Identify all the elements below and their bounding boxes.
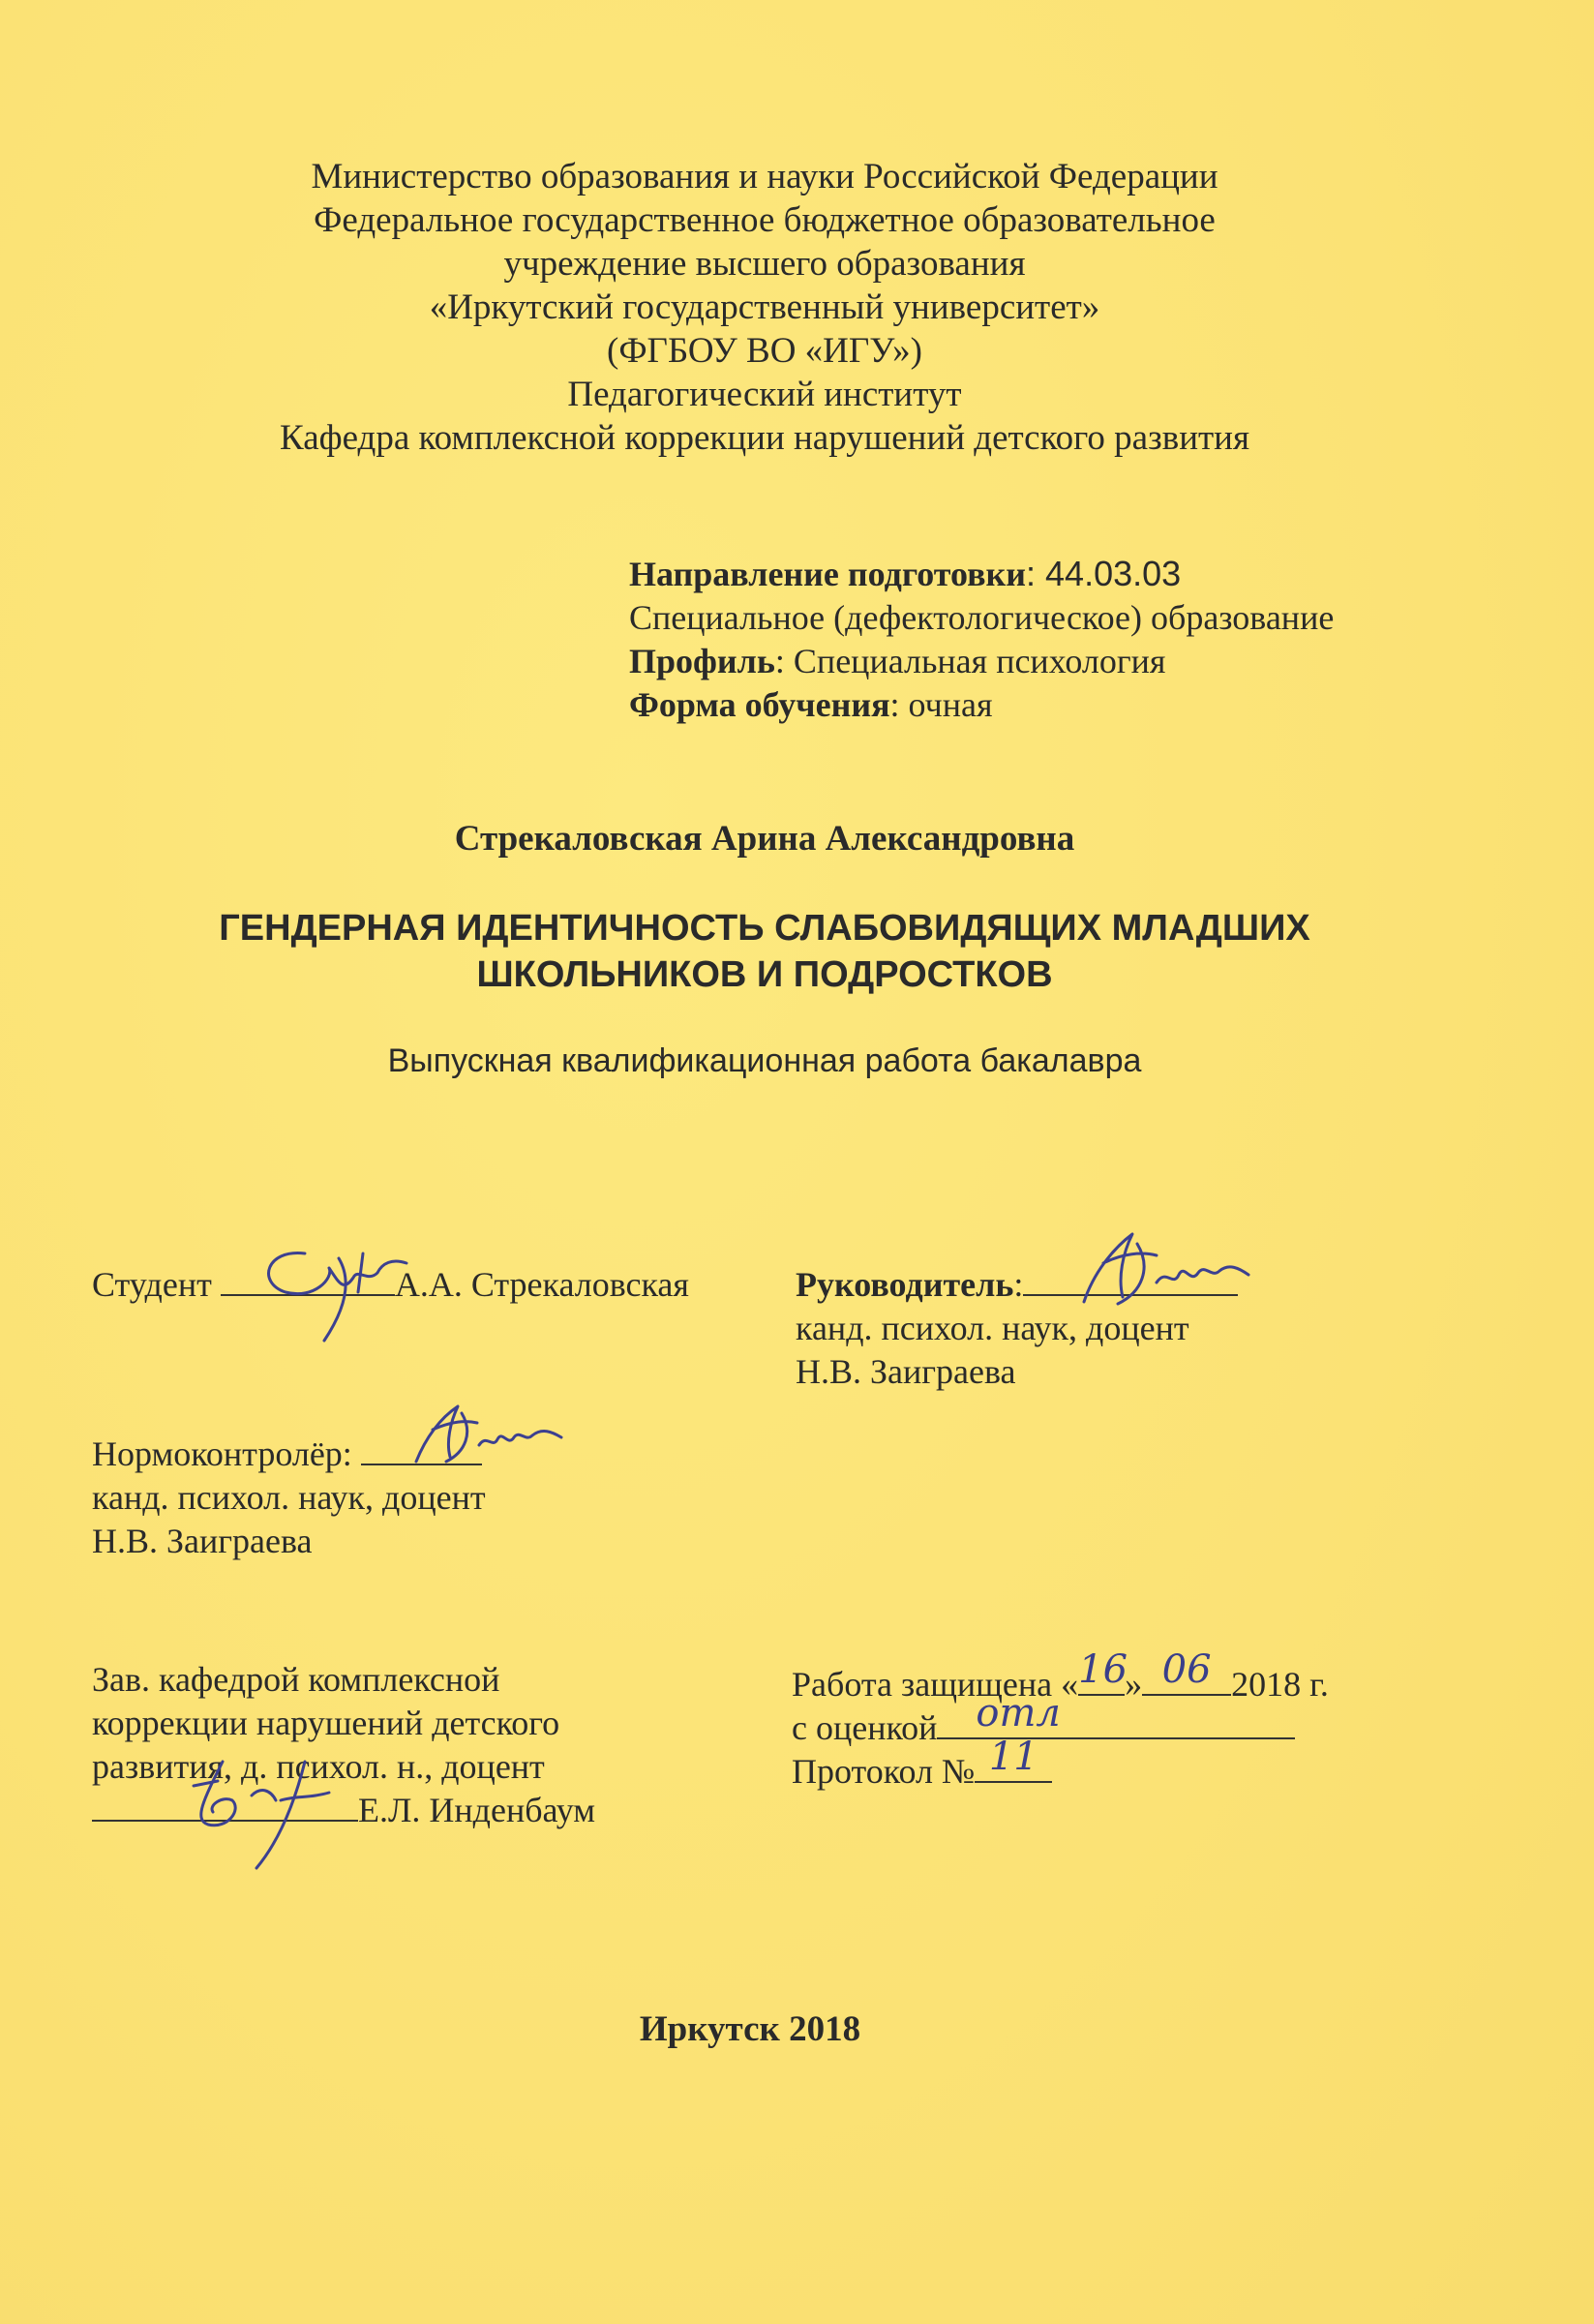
- head-name: Е.Л. Инденбаум: [358, 1791, 596, 1829]
- supervisor-degree: канд. психол. наук, доцент: [796, 1309, 1189, 1347]
- author-name: Стрекаловская Арина Александровна: [454, 819, 1075, 859]
- defense-protocol: 11: [988, 1735, 1038, 1779]
- defense-grade-row: [792, 1691, 1329, 1750]
- normcontrol-block: [92, 1433, 486, 1563]
- header-line: учреждение высшего образования: [503, 244, 1026, 284]
- defense-grade: отл: [976, 1691, 1061, 1735]
- supervisor-block: [796, 1263, 1238, 1394]
- direction-code: : 44.03.03: [1026, 554, 1182, 593]
- defense-day: 16: [1078, 1647, 1128, 1692]
- header-line: Федеральное государственное бюджетное образовательное: [314, 200, 1216, 240]
- defense-year: 2018 г.: [1231, 1665, 1329, 1704]
- normcontrol-name: Н.В. Заиграева: [92, 1522, 313, 1560]
- head-signature-row: [92, 1789, 595, 1832]
- supervisor-label: Руководитель: [796, 1265, 1014, 1304]
- student-block: [92, 1263, 689, 1307]
- header-line: «Иркутский государственный университет»: [429, 287, 1100, 327]
- direction-name: Специальное (дефектологическое) образование: [629, 598, 1335, 637]
- header-line: Кафедра комплексной коррекции нарушений детского развития: [280, 418, 1249, 458]
- defense-protocol-label: Протокол №: [792, 1752, 976, 1791]
- student-name: А.А. Стрекаловская: [394, 1265, 689, 1304]
- profile-label: Профиль: [629, 642, 775, 680]
- thesis-type: Выпускная квалификационная работа бакалавра: [387, 1042, 1142, 1079]
- profile-value: : Специальная психология: [774, 642, 1166, 680]
- normcontrol-label: Нормоконтролёр:: [92, 1434, 361, 1473]
- header-line: Министерство образования и науки Российской Федерации: [311, 157, 1218, 196]
- header-line: (ФГБОУ ВО «ИГУ»): [607, 331, 922, 371]
- student-label: Студент: [92, 1265, 221, 1304]
- normcontrol-row: [92, 1433, 486, 1476]
- supervisor-row: [796, 1263, 1238, 1307]
- head-block: [92, 1658, 595, 1832]
- institution-header: [0, 155, 1529, 460]
- head-signature-line: [92, 1791, 358, 1822]
- defense-prefix: Работа защищена «: [792, 1665, 1079, 1704]
- defense-grade-label: с оценкой: [792, 1708, 938, 1747]
- defense-protocol-row: [792, 1735, 1329, 1794]
- defense-month: 06: [1161, 1647, 1212, 1692]
- defense-protocol-line: [975, 1735, 1052, 1783]
- student-signature-line: [221, 1265, 395, 1296]
- profile-row: [629, 640, 1334, 683]
- head-line-1: Зав. кафедрой комплексной: [92, 1660, 500, 1699]
- title-line-2: ШКОЛЬНИКОВ И ПОДРОСТКОВ: [476, 954, 1053, 995]
- supervisor-name: Н.В. Заиграева: [796, 1352, 1016, 1391]
- defense-mid: »: [1125, 1665, 1143, 1704]
- city-year: Иркутск 2018: [639, 2009, 861, 2049]
- program-info: [629, 552, 1334, 727]
- title-line-1: ГЕНДЕРНАЯ ИДЕНТИЧНОСТЬ СЛАБОВИДЯЩИХ МЛАДШИХ: [219, 908, 1310, 949]
- thesis-title: [0, 905, 1529, 998]
- form-row: [629, 683, 1334, 727]
- defense-block: [792, 1647, 1329, 1794]
- form-label: Форма обучения: [629, 685, 890, 724]
- form-value: : очная: [889, 685, 993, 724]
- supervisor-colon: :: [1013, 1265, 1024, 1304]
- normcontrol-signature-line: [361, 1434, 482, 1465]
- header-line: Педагогический институт: [567, 375, 962, 414]
- head-line-2: коррекции нарушений детского: [92, 1704, 560, 1742]
- head-line-3: развития, д. психол. н., доцент: [92, 1747, 545, 1786]
- direction-label: Направление подготовки: [629, 555, 1027, 593]
- normcontrol-degree: канд. психол. наук, доцент: [92, 1478, 486, 1517]
- direction-row: [629, 552, 1334, 596]
- supervisor-signature-line: [1023, 1265, 1238, 1296]
